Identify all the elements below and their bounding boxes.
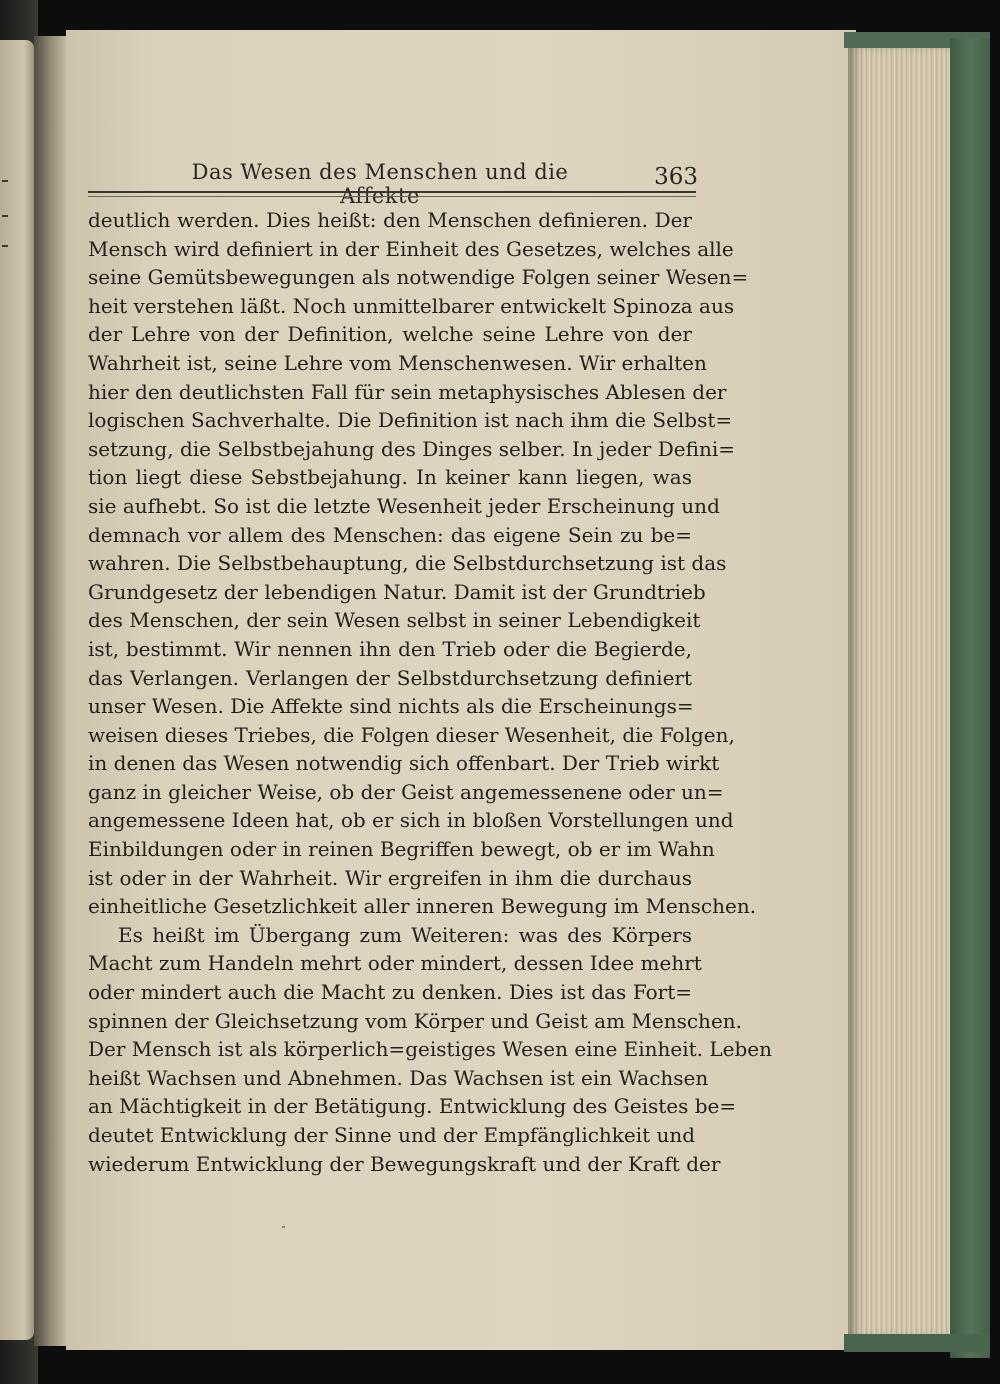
text-line: an Mächtigkeit in der Betätigung. Entwicklung des Geistes be= — [88, 1094, 737, 1119]
text-line: der Lehre von der Definition, welche seine Lehre von der — [88, 322, 692, 347]
text-line: ganz in gleicher Weise, ob der Geist angemessenene oder un= — [88, 779, 724, 804]
text-line: spinnen der Gleichsetzung vom Körper und Geist am Menschen. — [88, 1008, 743, 1033]
text-line: deutlich werden. Dies heißt: den Menschen definieren. Der — [88, 208, 692, 232]
text-line: oder mindert auch die Macht zu denken. Dies ist das Fort= — [88, 980, 692, 1005]
text-line: des Menschen, der sein Wesen selbst in seiner Lebendigkeit — [88, 608, 701, 633]
text-line: heißt Wachsen und Abnehmen. Das Wachsen ist ein Wachsen — [88, 1065, 709, 1090]
text-line: ist, bestimmt. Wir nennen ihn den Trieb oder die Begierde, — [88, 636, 692, 661]
page-number: 363 — [654, 164, 698, 190]
facing-page-text-fragments — [0, 40, 34, 1340]
text-line: wiederum Entwicklung der Bewegungskraft und der Kraft der — [88, 1151, 721, 1176]
text-line: demnach vor allem des Menschen: das eigene Sein zu be= — [88, 522, 692, 547]
text-line: Wahrheit ist, seine Lehre vom Menschenwesen. Wir erhalten — [88, 350, 707, 375]
page-block-edges — [848, 44, 958, 1340]
text-line: logischen Sachverhalte. Die Definition ist nach ihm die Selbst= — [88, 408, 733, 433]
text-line: weisen dieses Triebes, die Folgen dieser Wesenheit, die Folgen, — [88, 722, 735, 747]
text-line: heit verstehen läßt. Noch unmittelbarer entwickelt Spinoza aus — [88, 293, 735, 318]
book-cover-bottom — [844, 1334, 990, 1352]
text-line: unser Wesen. Die Affekte sind nichts als die Erscheinungs= — [88, 694, 694, 719]
text-line: in denen das Wesen notwendig sich offenbart. Der Trieb wirkt — [88, 751, 720, 776]
header-rule — [88, 191, 696, 193]
running-title: Das Wesen des Menschen und die Affekte — [191, 160, 569, 208]
header-rule-thin — [88, 196, 696, 197]
text-line: Es heißt im Übergang zum Weiteren: was des Körpers — [118, 922, 692, 947]
body-text — [88, 206, 773, 1178]
text-line: wahren. Die Selbstbehauptung, die Selbstdurchsetzung ist das — [88, 551, 727, 576]
text-line: Macht zum Handeln mehrt oder mindert, dessen Idee mehrt — [88, 951, 702, 976]
text-line: angemessene Ideen hat, ob er sich in bloßen Vorstellungen und — [88, 808, 734, 833]
text-line: Der Mensch ist als körperlich=geistiges Wesen eine Einheit. Leben — [88, 1037, 773, 1062]
text-line: tion liegt diese Sebstbejahung. In keiner kann liegen, was — [88, 465, 692, 490]
text-line: ist oder in der Wahrheit. Wir ergreifen in ihm die durchaus — [88, 865, 692, 890]
text-line: deutet Entwicklung der Sinne und der Empfänglichkeit und — [88, 1123, 696, 1147]
text-line: einheitliche Gesetzlichkeit aller inneren Bewegung im Menschen. — [88, 894, 757, 919]
book-cover-right — [950, 38, 990, 1358]
text-line: hier den deutlichsten Fall für sein metaphysisches Ablesen der — [88, 379, 727, 404]
book-gutter — [34, 36, 68, 1346]
text-line: Grundgesetz der lebendigen Natur. Damit ist der Grundtrieb — [88, 579, 706, 604]
text-line: setzung, die Selbstbejahung des Dinges selber. In jeder Defini= — [88, 436, 735, 461]
text-line: Mensch wird definiert in der Einheit des Gesetzes, welches alle — [88, 236, 734, 261]
paper-speck — [282, 1226, 285, 1228]
text-line: Einbildungen oder in reinen Begriffen bewegt, ob er im Wahn — [88, 837, 715, 862]
text-line: sie aufhebt. So ist die letzte Wesenheit jeder Erscheinung und — [88, 493, 720, 518]
text-line: das Verlangen. Verlangen der Selbstdurchsetzung definiert — [88, 665, 692, 690]
text-line: seine Gemütsbewegungen als notwendige Folgen seiner Wesen= — [88, 265, 749, 290]
